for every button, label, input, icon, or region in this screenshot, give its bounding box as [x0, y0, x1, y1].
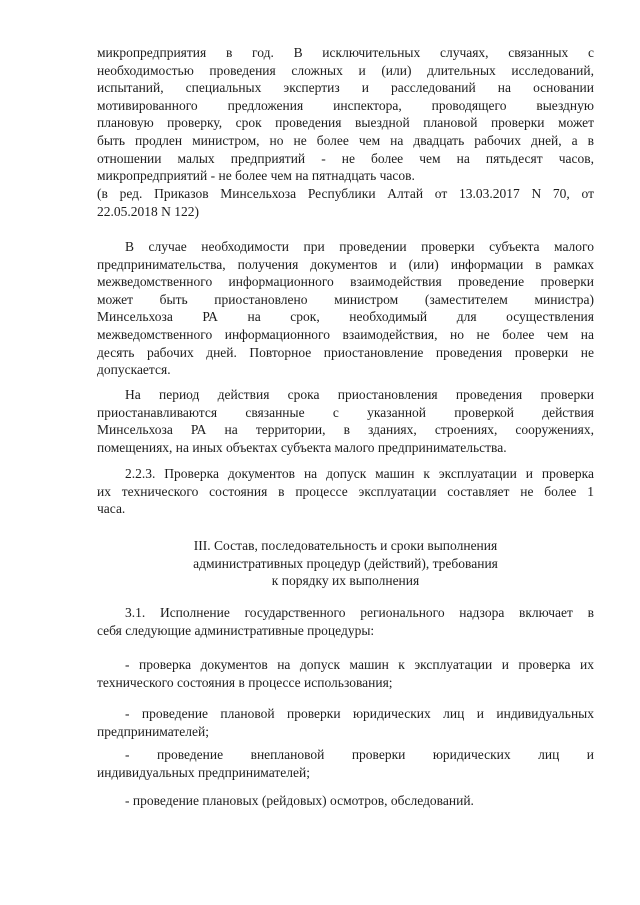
text-line: 3.1. Исполнение государственного регионального надзора включает в	[125, 605, 594, 620]
text-line: межведомственного информационного взаимодействия, но не более чем на	[97, 326, 594, 342]
text-line: - проведение внеплановой проверки юридических лиц и	[125, 747, 594, 762]
text-line: индивидуальных предпринимателей;	[97, 764, 311, 780]
list-item	[97, 746, 594, 781]
text-line: их технического состояния в процессе эксплуатации составляет не более 1	[97, 483, 594, 499]
heading-line: административных процедур (действий), требования	[193, 555, 498, 571]
text-line: может быть приостановлено министром (заместителем министра)	[97, 291, 594, 307]
text-line: В случае необходимости при проведении проверки субъекта малого	[125, 239, 594, 254]
text-line: себя следующие административные процедуры:	[97, 622, 375, 638]
text-line: мотивированного предложения инспектора, проводящего выездную	[97, 97, 594, 113]
text-line: микропредприятия в год. В исключительных случаях, связанных с	[97, 45, 594, 60]
paragraph-2	[97, 238, 594, 379]
text-line: - проверка документов на допуск машин к эксплуатации и проверка их	[125, 657, 594, 672]
text-line: десять рабочих дней. Повторное приостановление проведения проверки не	[97, 344, 594, 360]
text-line: - проведение плановой проверки юридических лиц и индивидуальных	[125, 706, 594, 721]
text-line: помещениях, на иных объектах субъекта малого предпринимательства.	[97, 439, 507, 455]
text-line: 2.2.3. Проверка документов на допуск машин к эксплуатации и проверка	[125, 466, 594, 481]
text-line: Минсельхоза РА на территории, в зданиях, строениях, сооружениях,	[97, 422, 594, 438]
heading-line: к порядку их выполнения	[271, 573, 420, 589]
list-item	[97, 792, 594, 810]
text-line: межведомственного информационного взаимодействия проведение проверки	[97, 274, 594, 290]
text-line: 22.05.2018 N 122)	[97, 203, 199, 219]
paragraph-3	[97, 386, 594, 456]
text-line: Минсельхоза РА на срок, необходимый для осуществления	[97, 309, 594, 325]
text-line: часа.	[97, 501, 126, 517]
text-line: На период действия срока приостановления проведения проверки	[125, 387, 594, 402]
list-item	[97, 705, 594, 740]
text-line: быть продлен министром, но не более чем на двадцать рабочих дней, а в	[97, 132, 594, 148]
paragraph-4	[97, 465, 594, 518]
text-line: - проведение плановых (рейдовых) осмотров, обследований.	[125, 793, 474, 808]
text-line: предпринимателей;	[97, 723, 209, 739]
amendment-note	[97, 185, 594, 220]
paragraph-1	[97, 44, 594, 185]
text-line: приостанавливаются связанные с указанной проверкой действия	[97, 404, 594, 420]
text-line: допускается.	[97, 362, 171, 378]
heading-line: III. Состав, последовательность и сроки выполнения	[193, 538, 498, 553]
text-line: необходимостью проведения сложных и (или) длительных исследований,	[97, 62, 594, 78]
text-line: технического состояния в процессе использования;	[97, 674, 393, 690]
list-item	[97, 656, 594, 691]
section-heading	[97, 537, 594, 590]
text-line: предпринимательства, получения документов и (или) информации в рамках	[97, 256, 594, 272]
text-line: отношении малых предприятий - не более чем на пятьдесят часов,	[97, 150, 594, 166]
text-line: испытаний, специальных экспертиз и расследований на основании	[97, 80, 594, 96]
text-line: микропредприятий - не более чем на пятнадцать часов.	[97, 168, 415, 184]
text-line: (в ред. Приказов Минсельхоза Республики Алтай от 13.03.2017 N 70, от	[97, 186, 594, 201]
text-line: плановую проверку, срок проведения выездной плановой проверки может	[97, 115, 594, 131]
paragraph-5	[97, 604, 594, 639]
